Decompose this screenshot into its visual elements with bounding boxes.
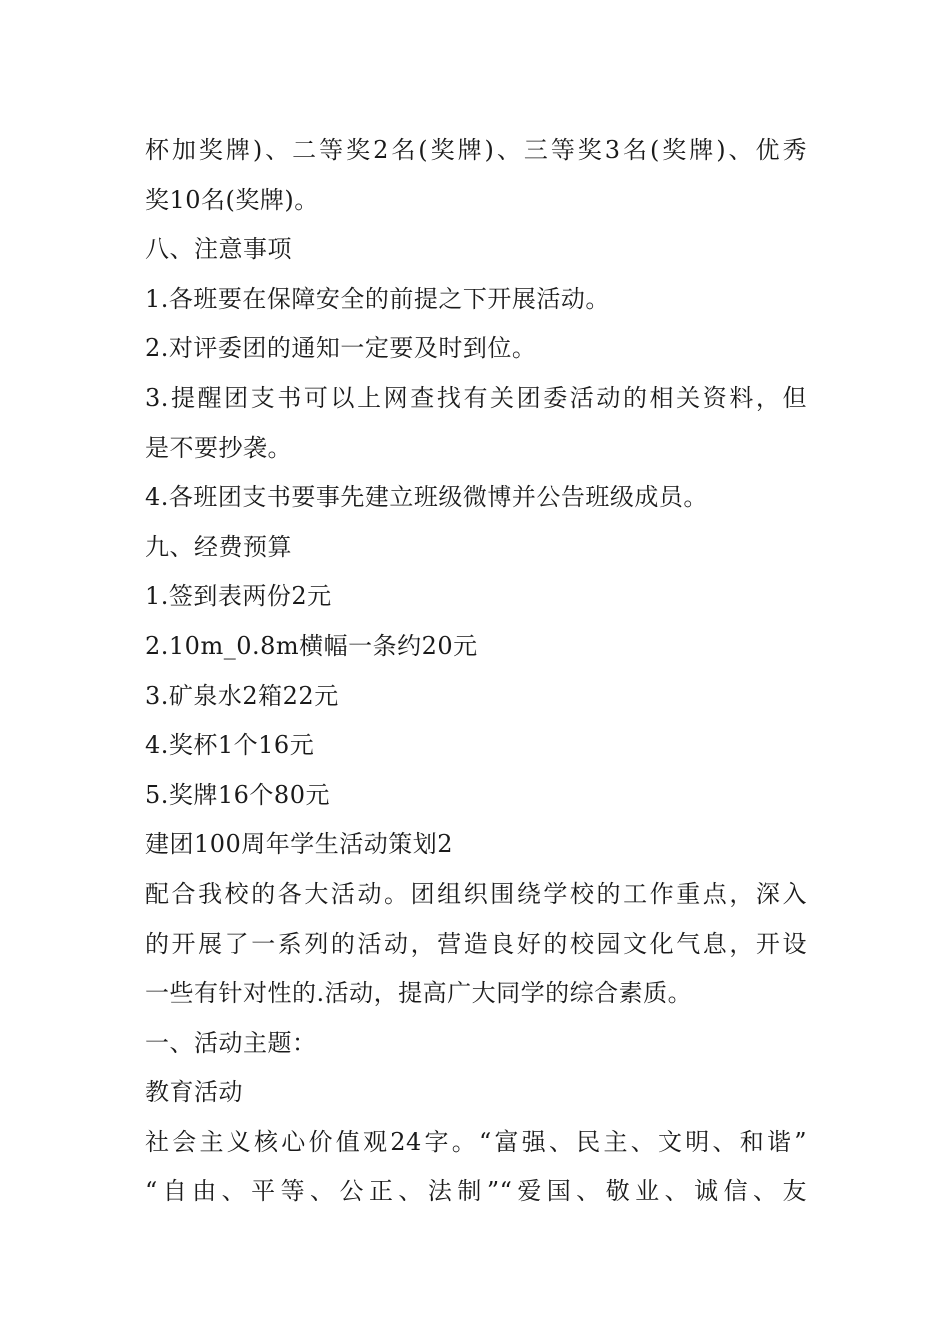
text-line: 3.矿泉水2箱22元 [145,681,339,710]
text-line: 3.提醒团支书可以上网查找有关团委活动的相关资料，但 [145,383,807,412]
document-body [145,126,807,1217]
text-line: 一些有针对性的.活动，提高广大同学的综合素质。 [145,979,693,1008]
text-line: 1.签到表两份2元 [145,582,332,611]
document-title: 建团100周年学生活动策划2 [145,830,454,859]
section-heading: 九、经费预算 [145,532,292,561]
text-line: 5.奖牌16个80元 [145,780,330,809]
text-line: 杯加奖牌)、二等奖2名(奖牌)、三等奖3名(奖牌)、优秀 [145,136,807,164]
text-line: 4.奖杯1个16元 [145,731,315,760]
text-line: 奖10名(奖牌)。 [145,185,319,214]
section-heading: 八、注意事项 [145,235,292,264]
text-line: 1.各班要在保障安全的前提之下开展活动。 [145,284,610,313]
subsection-heading: 教育活动 [145,1078,243,1107]
text-line: 2.10m_0.8m横幅一条约20元 [145,631,478,660]
text-line: 社会主义核心价值观24字。“富强、民主、文明、和谐” [145,1127,807,1156]
section-heading: 一、活动主题： [145,1028,317,1057]
text-line: 4.各班团支书要事先建立班级微博并公告班级成员。 [145,483,708,512]
text-line: 是不要抄袭。 [145,433,292,462]
text-line: 2.对评委团的通知一定要及时到位。 [145,334,537,363]
text-line: “自由、平等、公正、法制”“爱国、敬业、诚信、友 [145,1177,807,1206]
text-line: 配合我校的各大活动。团组织围绕学校的工作重点，深入 [145,879,807,908]
text-line: 的开展了一系列的活动，营造良好的校园文化气息，开设 [145,929,807,958]
